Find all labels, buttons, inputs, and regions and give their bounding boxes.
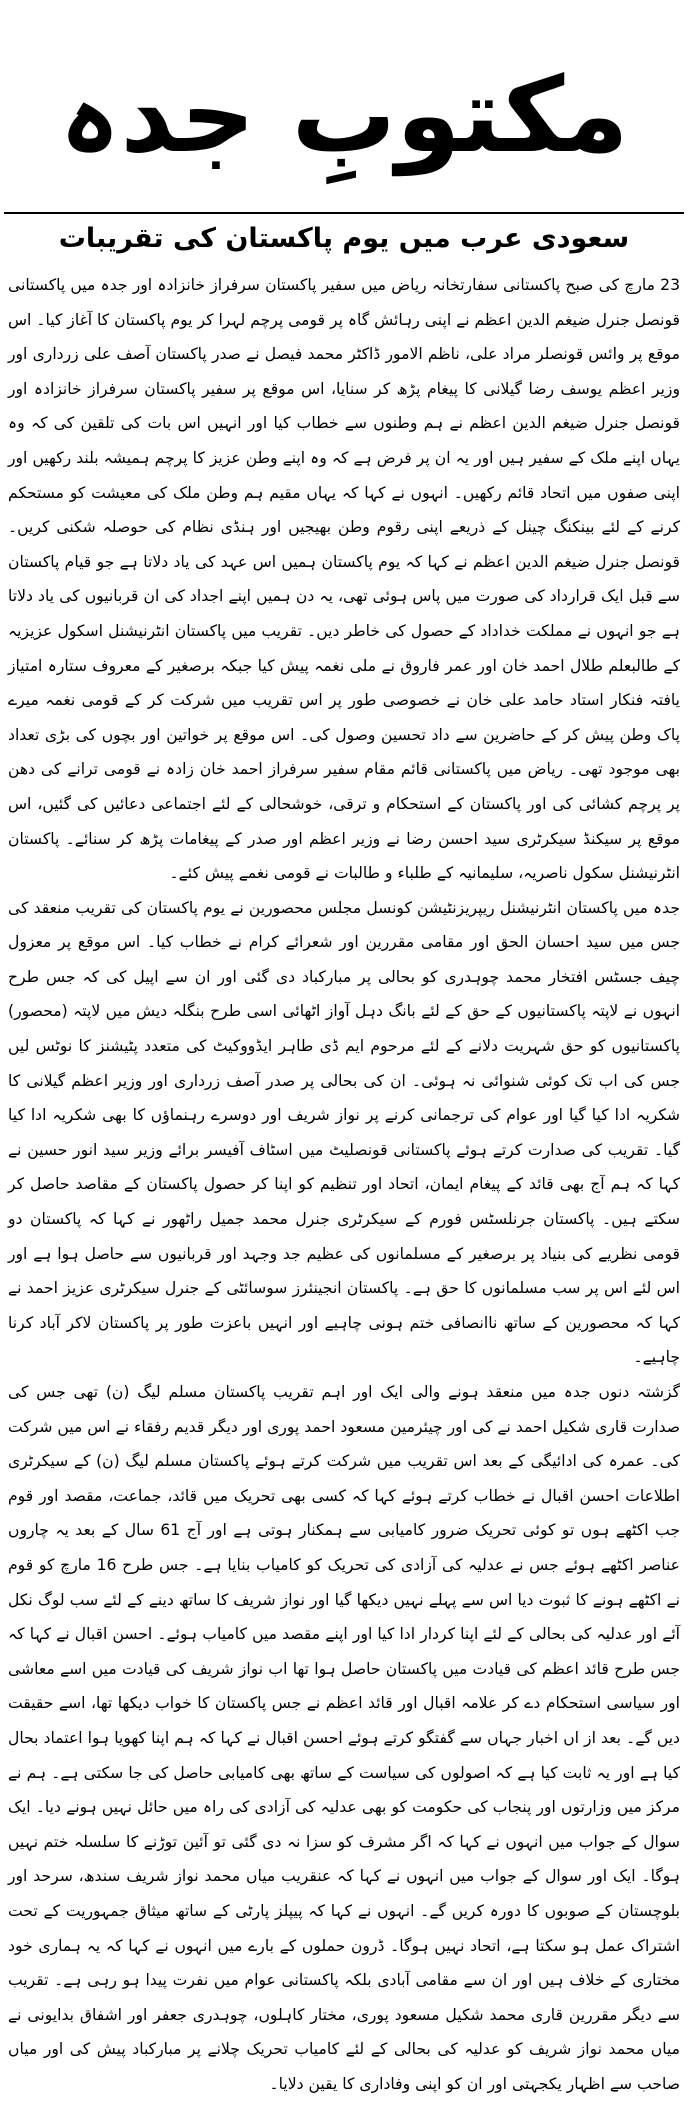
masthead [0,40,688,200]
article-paragraph: 23 مارچ کی صبح پاکستانی سفارتخانہ ریاض میں سفیر پاکستان سرفراز خانزادہ اور جدہ میں پاکستانی قونصل جنرل ضیغم الدین اعظم نے اپنی رہائش گاہ پر قومی پرچم لہرا کر یوم پاکستان کا آغاز کیا۔ اس موقع پر وائس قونصلر مراد علی، ناظم الامور ڈاکٹر محمد فیصل نے صدر پاکستان آصف علی زرداری اور وزیر اعظم یوسف رضا گیلانی کا پیغام پڑھ کر سنایا، اس موقع پر سفیر پاکستان سرفراز خانزادہ اور قونصل جنرل ضیغم الدین اعظم نے ہم وطنوں سے خطاب کیا اور انہیں اس بات کی تلقین کی کہ وہ یہاں اپنے ملک کے سفیر ہیں اور یہ ان پر فرض ہے کہ وہ اپنے وطن عزیز کا پرچم ہمیشہ بلند رکھیں اور اپنی صفوں میں اتحاد قائم رکھیں۔ انہوں نے کہا کہ یہاں مقیم ہم وطن ملک کی معیشت کو مستحکم کرنے کے لئے بینکنگ چینل کے ذریعے اپنی رقوم وطن بھیجیں اور ہنڈی نظام کی حوصلہ شکنی کریں۔ قونصل جنرل ضیغم الدین اعظم نے کہا کہ یوم پاکستان ہمیں اس عہد کی یاد دلاتا ہے جو قیام پاکستان سے قبل ایک قرارداد کی صورت میں پاس ہوئی تھی، یہ دن ہمیں اپنے اجداد کی ان قربانیوں کی یاد دلاتا ہے جو انہوں نے مملکت خداداد کے حصول کی خاطر دیں۔ تقریب میں پاکستان انٹرنیشنل اسکول عزیزیہ کے طالبعلم طلال احمد خان اور عمر فاروق نے ملی نغمہ پیش کیا جبکہ برصغیر کے معروف ستارہ امتیاز یافتہ فنکار استاد حامد علی خان نے خصوصی طور پر اس تقریب میں شرکت کر کے قومی نغمہ میرے پاک وطن پیش کر کے حاضرین سے داد تحسین وصول کی۔ اس موقع پر خواتین اور بچوں کی بڑی تعداد بھی موجود تھی۔ ریاض میں پاکستانی قائم مقام سفیر سرفراز احمد خان زادہ نے قومی ترانے کی دھن پر پرچم کشائی کی اور پاکستان کے استحکام و ترقی، خوشحالی کے لئے اجتماعی دعائیں کی گئیں، اس موقع پر سیکنڈ سیکرٹری سید احسن رضا نے وزیر اعظم اور صدر کے پیغامات پڑھ کر سنائے۔ پاکستان انٹرنیشنل سکول ناصریہ، سلیمانیہ کے طلباء و طالبات نے قومی نغمے پیش کئے۔ [8,276,680,883]
masthead-title: مکتوبِ جدہ [59,54,629,176]
headline-top-rule [4,212,684,214]
article-body [8,268,680,2101]
article-paragraph: گزشتہ دنوں جدہ میں منعقد ہونے والی ایک اور اہم تقریب پاکستان مسلم لیگ (ن) تھی جس کی صدارت قاری شکیل احمد نے کی اور چیئرمین مسعود احمد پوری اور دیگر قدیم رفقاء نے اس میں شرکت کی۔ عمرہ کی ادائیگی کے بعد اس تقریب میں شرکت کرتے ہوئے پاکستان مسلم لیگ (ن) کے سیکرٹری اطلاعات احسن اقبال نے خطاب کرتے ہوئے کہا کہ کسی بھی تحریک میں قائد، جماعت، مقصد اور قوم جب اکٹھے ہوں تو کوئی تحریک ضرور کامیابی سے ہمکنار ہوتی ہے اور آج 61 سال کے بعد یہ چاروں عناصر اکٹھے ہوئے جس نے عدلیہ کی آزادی کی تحریک کو کامیاب بنایا ہے۔ جس طرح 16 مارچ کو قوم نے اکٹھے ہونے کا ثبوت دیا اس سے پہلے نہیں دیکھا گیا اور نواز شریف کا ساتھ دینے کے لئے سب لوگ نکل آئے اور عدلیہ کی بحالی کے لئے اپنا کردار ادا کیا اور اپنے مقصد میں کامیاب ہوئے۔ احسن اقبال نے کہا کہ جس طرح قائد اعظم کی قیادت میں پاکستان حاصل ہوا تھا اب نواز شریف کی قیادت میں اسے معاشی اور سیاسی استحکام دے کر علامہ اقبال اور قائد اعظم نے جس پاکستان کا خواب دیکھا تھا، اسے حقیقت دیں گے۔ بعد از اں اخبار جہاں سے گفتگو کرتے ہوئے احسن اقبال نے کہا کہ ہم اپنا کھویا ہوا اعتماد بحال کیا ہے اور یہ ثابت کیا ہے کہ اصولوں کی سیاست کے ساتھ بھی کامیابی حاصل کی جا سکتی ہے۔ ہم نے مرکز میں وزارتوں اور پنجاب کی حکومت کو بھی عدلیہ کی آزادی کی راہ میں حائل نہیں ہونے دیا۔ ایک سوال کے جواب میں انہوں نے کہا کہ اگر مشرف کو سزا نہ دی گئی تو آئین توڑنے کا سلسلہ ختم نہیں ہوگا۔ ایک اور سوال کے جواب میں انہوں نے کہا کہ عنقریب میاں محمد نواز شریف سندھ، سرحد اور بلوچستان کے صوبوں کا دورہ کریں گے۔ انہوں نے کہا کہ پیپلز پارٹی کے ساتھ میثاق جمہوریت کے تحت اشتراک عمل ہو سکتا ہے، اتحاد نہیں ہوگا۔ ڈرون حملوں کے بارے میں انہوں نے کہا کہ یہ ہماری خود مختاری کے خلاف ہیں اور ان سے مقامی آبادی بلکہ پاکستانی عوام میں نفرت پیدا ہو رہی ہے۔ تقریب سے دیگر مقررین قاری محمد شکیل مسعود پوری، مختار کاہلوں، چوہدری جعفر اور اشفاق بدایونی نے میاں محمد نواز شریف کو عدلیہ کی بحالی کے لئے کامیاب تحریک چلانے پر مبارکباد پیش کی اور میاں صاحب سے اظہار یکجہتی اور ان کو اپنی وفاداری کا یقین دلایا۔ [8,1383,681,2093]
article-headline: سعودی عرب میں یوم پاکستان کی تقریبات [58,223,630,254]
article-paragraph: جدہ میں پاکستان انٹرنیشنل ریپریزنٹیشن کونسل مجلس محصورین نے یوم پاکستان کی تقریب منعقد کی جس میں سید احسان الحق اور مقامی مقررین اور شعرائے کرام نے خطاب کیا۔ اس موقع پر معزول چیف جسٹس افتخار محمد چوہدری کو بحالی پر مبارکباد دی گئی اور ان سے اپیل کی کہ جس طرح انہوں نے لاپتہ پاکستانیوں کے حق کے لئے بانگ دہل آواز اٹھائی اسی طرح بنگلہ دیش میں لاپتہ (محصور) پاکستانیوں کو حق شہریت دلانے کے لئے مرحوم ایم ڈی طاہر ایڈووکیٹ کی متعدد پٹیشنز کا نوٹس لیں جس کی اب تک کوئی شنوائی نہ ہوئی۔ ان کی بحالی پر صدر آصف زرداری اور وزیر اعظم گیلانی کا شکریہ ادا کیا گیا اور عوام کی ترجمانی کرنے پر نواز شریف اور دوسرے رہنماؤں کا بھی شکریہ ادا کیا گیا۔ تقریب کی صدارت کرتے ہوئے پاکستانی قونصلیٹ میں اسٹاف آفیسر برائے وزیر سید انور حسین نے کہا کہ ہم آج بھی قائد کے پیغام ایمان، اتحاد اور تنظیم کو اپنا کر حصول پاکستان کے مقاصد حاصل کر سکتے ہیں۔ پاکستان جرنلسٹس فورم کے سیکرٹری جنرل محمد جمیل راٹھور نے کہا کہ پاکستان دو قومی نظریے کی بنیاد پر برصغیر کے مسلمانوں کی عظیم جد وجہد اور قربانیوں سے حاصل ہوا ہے اور اس لئے اس پر سب مسلمانوں کا حق ہے۔ پاکستان انجینئرز سوسائٹی کے جنرل سیکرٹری عزیز احمد نے کہا کہ محصورین کے ساتھ ناانصافی ختم ہونی چاہیے اور انہیں باعزت طور پر پاکستان لاکر آباد کرنا چاہیے۔ [8,898,680,1367]
